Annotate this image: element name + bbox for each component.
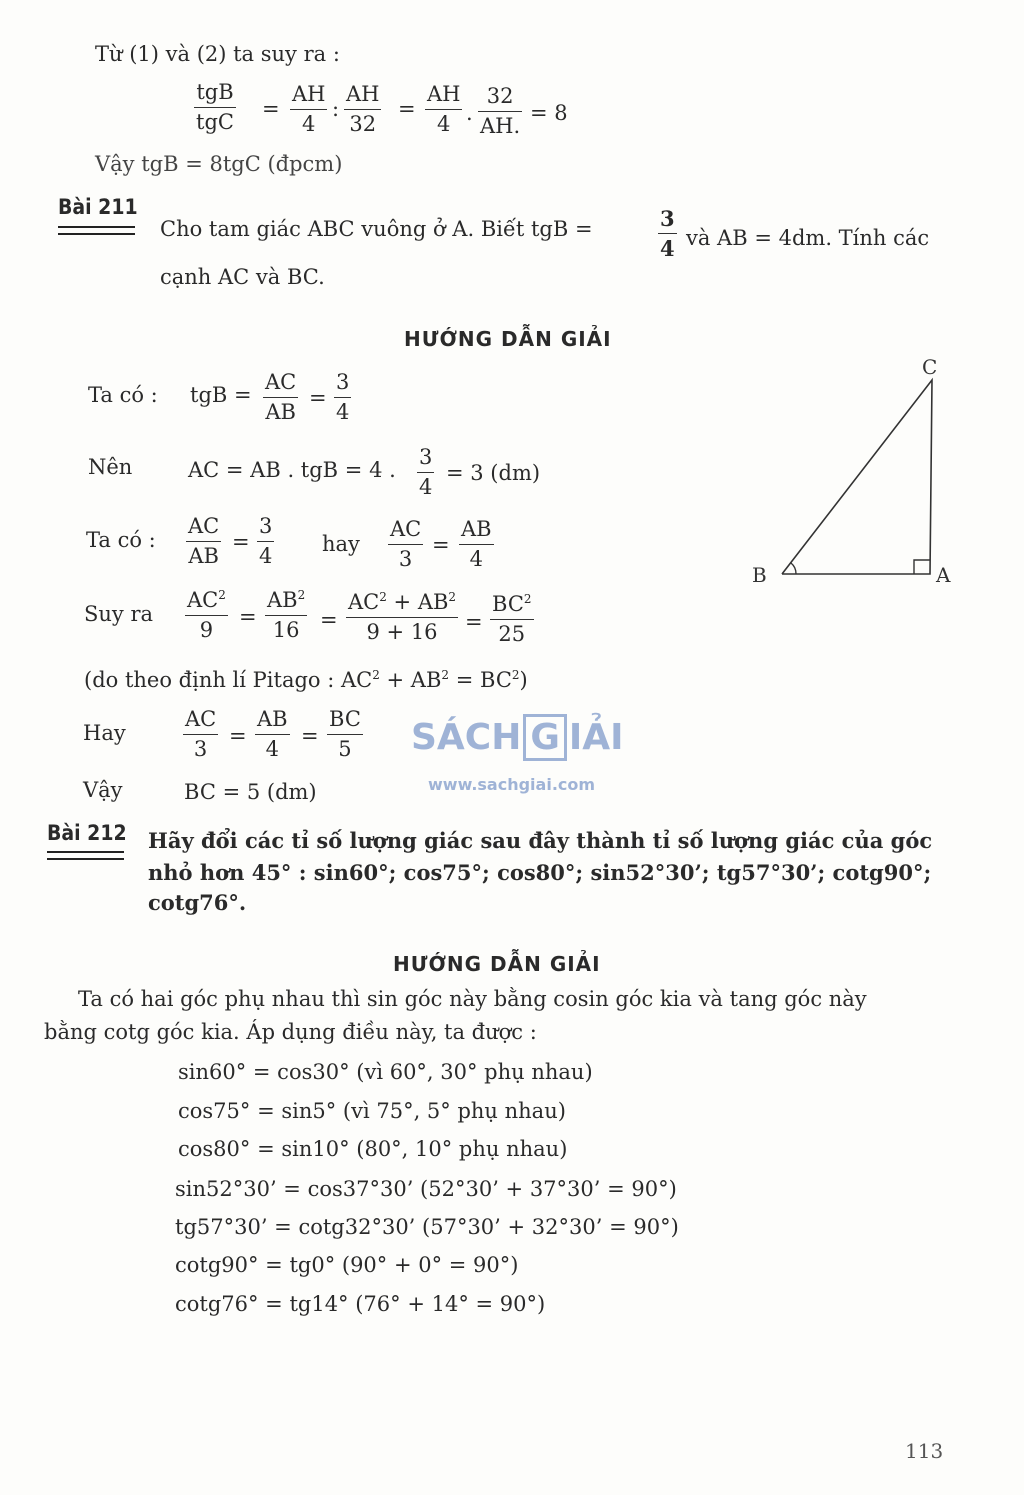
equals-sign: = xyxy=(229,724,247,748)
denominator: AB xyxy=(186,541,221,567)
angle-b-arc xyxy=(791,563,796,574)
denominator: 4 xyxy=(334,397,351,423)
numerator: tgB xyxy=(196,80,234,104)
denominator: AB xyxy=(263,397,298,423)
exercise-underline xyxy=(47,851,124,860)
numerator: AB xyxy=(257,707,288,731)
denominator: 16 xyxy=(265,615,307,641)
denominator: 4 xyxy=(290,109,327,135)
fraction-ac-3 xyxy=(388,519,423,570)
fraction-ac2-9 xyxy=(185,590,228,641)
identity-row: cotg76° = tg14° (76° + 14° = 90°) xyxy=(175,1292,546,1316)
hay-word: hay xyxy=(322,532,360,556)
line-label: Hay xyxy=(83,721,126,745)
fraction-ac-ab xyxy=(186,516,221,567)
equals-sign: = xyxy=(309,386,327,410)
numerator xyxy=(490,594,534,619)
numerator: 3 xyxy=(259,514,273,538)
pythagoras-note: (do theo định lí Pitago : $AC^2 + AB^2 = BC^2$) xyxy=(84,668,528,692)
vertex-label-a: A xyxy=(936,563,951,587)
exercise-212-line2: nhỏ hơn 45° : sin60°; cos75°; cos80°; sin52°30’; tg57°30’; cotg90°; xyxy=(148,860,932,885)
fraction-3-4 xyxy=(334,372,351,423)
fraction-ac-3 xyxy=(183,709,218,760)
exponent: 2 xyxy=(379,590,387,604)
line-label: Ta có : xyxy=(86,528,156,552)
numerator: BC xyxy=(329,707,361,731)
triangle-abc-diagram xyxy=(740,350,970,595)
exercise-211-text: Cho tam giác ABC vuông ở A. Biết tgB = xyxy=(160,217,593,241)
fraction-ah-4 xyxy=(290,84,327,135)
identity-row: sin52°30’ = cos37°30’ (52°30’ + 37°30’ = 90°) xyxy=(175,1177,677,1201)
numerator xyxy=(265,590,307,615)
watermark-url: www.sachgiai.com xyxy=(428,775,596,794)
exponent: 2 xyxy=(218,588,226,602)
ac-expression: AC = AB . tgB = 4 . xyxy=(188,458,396,482)
exercise-label-211: Bài 211 xyxy=(58,195,138,219)
fraction-ac-ab xyxy=(263,372,298,423)
equals-sign: = xyxy=(301,724,319,748)
triangle-sides xyxy=(782,380,932,574)
equals-eight: = 8 xyxy=(530,101,568,125)
numerator: AC xyxy=(185,707,217,731)
equals-sign: = xyxy=(262,97,280,121)
numerator: AB xyxy=(461,517,492,541)
term: + AB xyxy=(386,590,449,614)
fraction-ah-4b xyxy=(425,84,462,135)
watermark-logo: SÁCH G IẢI xyxy=(411,714,624,761)
vertex-label-c: C xyxy=(922,355,938,379)
denominator: 9 xyxy=(185,615,228,641)
bc-result: BC = 5 (dm) xyxy=(184,780,317,804)
numerator: 3 xyxy=(419,445,433,469)
fraction-bc2-25 xyxy=(490,594,534,645)
fraction-ab2-16 xyxy=(265,590,307,641)
ac-result: = 3 (dm) xyxy=(446,461,541,485)
watermark-g-box: G xyxy=(523,714,567,761)
fraction-ab-4 xyxy=(255,709,290,760)
numerator: AC xyxy=(265,370,297,394)
identity-row: cos80° = sin10° (80°, 10° phụ nhau) xyxy=(178,1137,568,1161)
exponent: 2 xyxy=(448,590,457,604)
numerator: 32 xyxy=(486,84,514,108)
numerator: AH xyxy=(346,82,380,106)
conclusion-text: Vậy tgB = 8tgC (đpcm) xyxy=(95,152,343,176)
line-label: Ta có : xyxy=(88,383,158,407)
identity-row: cos75° = sin5° (vì 75°, 5° phụ nhau) xyxy=(178,1099,566,1123)
denominator: tgC xyxy=(194,107,236,133)
equals-sign: = xyxy=(398,97,416,121)
fraction-32-ah xyxy=(478,86,522,137)
exercise-212-line1: Hãy đổi các tỉ số lượng giác sau đây thành tỉ số lượng giác của góc xyxy=(148,828,933,853)
identity-row: cotg90° = tg0° (90° + 0° = 90°) xyxy=(175,1253,519,1277)
denominator: 9 + 16 xyxy=(346,617,458,643)
equals-sign: = xyxy=(239,605,257,629)
term: BC xyxy=(492,592,524,616)
term: AB xyxy=(267,588,298,612)
vertex-label-b: B xyxy=(752,563,767,587)
fraction-tgB-tgC xyxy=(194,82,236,133)
fraction-ab-4 xyxy=(459,519,494,570)
denominator: 3 xyxy=(388,544,423,570)
numerator: 3 xyxy=(336,370,350,394)
denominator: AH. xyxy=(478,111,522,137)
denominator: 4 xyxy=(417,472,434,498)
numerator xyxy=(185,590,228,615)
solution-212-intro-line2: bằng cotg góc kia. Áp dụng điều này, ta được : xyxy=(44,1020,537,1044)
numerator: AH xyxy=(427,82,461,106)
denominator: 25 xyxy=(490,619,534,645)
line-label: Vậy xyxy=(83,778,123,802)
fraction-ah-32 xyxy=(344,84,381,135)
numerator: 3 xyxy=(660,206,675,231)
exponent: 2 xyxy=(523,592,532,606)
solution-heading-211: HƯỚNG DẪN GIẢI xyxy=(404,327,612,351)
denominator: 3 xyxy=(183,734,218,760)
exercise-underline xyxy=(58,226,135,235)
colon-sign: : xyxy=(332,97,340,121)
exercise-212-line3: cotg76°. xyxy=(148,890,247,915)
equals-sign: = xyxy=(465,610,483,634)
equals-sign: = xyxy=(232,530,250,554)
exercise-label-212: Bài 212 xyxy=(47,821,127,845)
line-label: Suy ra xyxy=(84,602,154,626)
page-number: 113 xyxy=(905,1439,944,1463)
dot-sign: . xyxy=(466,101,473,125)
denominator: 4 xyxy=(257,541,274,567)
equals-sign: = xyxy=(432,533,450,557)
term: AC xyxy=(348,590,380,614)
equals-sign: = xyxy=(320,608,338,632)
intro-text: Từ (1) và (2) ta suy ra : xyxy=(95,42,340,66)
fraction-bc-5 xyxy=(327,709,363,760)
denominator: 32 xyxy=(344,109,381,135)
solution-212-intro-line1: Ta có hai góc phụ nhau thì sin góc này bằng cosin góc kia và tang góc này xyxy=(78,987,867,1011)
term: AC xyxy=(187,588,219,612)
identity-row: tg57°30’ = cotg32°30’ (57°30’ + 32°30’ = 90°) xyxy=(175,1215,679,1239)
solution-heading-212: HƯỚNG DẪN GIẢI xyxy=(393,952,601,976)
numerator: AC xyxy=(390,517,422,541)
line-label: Nên xyxy=(88,455,133,479)
denominator: 4 xyxy=(658,233,677,259)
numerator: AC xyxy=(188,514,220,538)
numerator xyxy=(346,592,458,617)
denominator: 4 xyxy=(255,734,290,760)
exercise-211-text-cont: và AB = 4dm. Tính các xyxy=(686,226,930,250)
identity-row: sin60° = cos30° (vì 60°, 30° phụ nhau) xyxy=(178,1060,593,1084)
tgB-label: tgB = xyxy=(190,383,252,407)
exponent: 2 xyxy=(297,588,306,602)
denominator: 4 xyxy=(425,109,462,135)
denominator: 5 xyxy=(327,734,363,760)
right-angle-mark xyxy=(914,560,930,574)
exercise-211-text-line2: cạnh AC và BC. xyxy=(160,265,325,289)
fraction-3-4 xyxy=(417,447,434,498)
fraction-3-4 xyxy=(257,516,274,567)
fraction-sum-squares xyxy=(346,592,458,643)
numerator: AH xyxy=(292,82,326,106)
fraction-three-quarters xyxy=(658,208,677,259)
denominator: 4 xyxy=(459,544,494,570)
